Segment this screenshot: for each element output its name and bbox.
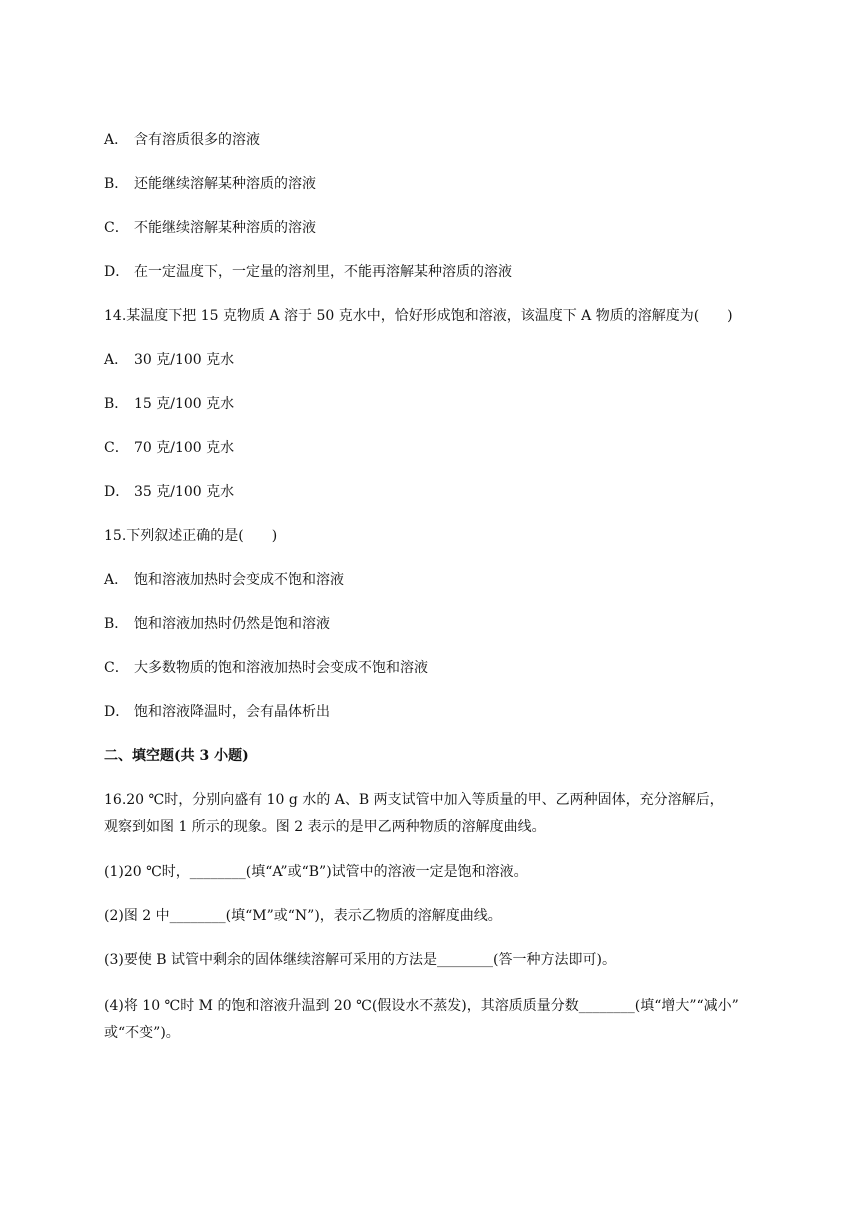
option-label: D． — [104, 264, 130, 280]
option-label: C． — [104, 220, 129, 236]
option-text: 在一定温度下，一定量的溶剂里，不能再溶解某种溶质的溶液 — [134, 264, 512, 280]
option-text: 含有溶质很多的溶液 — [134, 132, 260, 148]
option-text: 饱和溶液加热时仍然是饱和溶液 — [134, 616, 330, 632]
option-label: A． — [104, 352, 129, 368]
option-text: 35 克/100 克水 — [134, 484, 235, 500]
q15-stem: 15.下列叙述正确的是( ) — [104, 528, 278, 544]
option-text: 70 克/100 克水 — [134, 440, 235, 456]
q13-option-d — [104, 262, 512, 282]
option-label: C． — [104, 660, 129, 676]
q16-sub3: (3)要使 B 试管中剩余的固体继续溶解可采用的方法是________(答一种方法即可)。 — [104, 952, 616, 968]
q15-option-a — [104, 570, 344, 590]
option-text: 还能继续溶解某种溶质的溶液 — [134, 176, 316, 192]
q14-option-d — [104, 482, 234, 502]
q16-sub2: (2)图 2 中________(填“M”或“N”)，表示乙物质的溶解度曲线。 — [104, 908, 502, 924]
option-label: D． — [104, 704, 130, 720]
option-label: C． — [104, 440, 129, 456]
option-label: A． — [104, 132, 129, 148]
option-text: 不能继续溶解某种溶质的溶液 — [134, 220, 316, 236]
option-text: 30 克/100 克水 — [134, 352, 235, 368]
q16-sub1: (1)20 ℃时，________(填“A”或“B”)试管中的溶液一定是饱和溶液。 — [104, 864, 528, 880]
q15-option-d — [104, 702, 330, 722]
q14-option-c — [104, 438, 234, 458]
option-text: 大多数物质的饱和溶液加热时会变成不饱和溶液 — [134, 660, 428, 676]
section-heading: 二、填空题(共 3 小题) — [104, 748, 249, 764]
option-label: A． — [104, 572, 129, 588]
q16-stem-line2: 观察到如图 1 所示的现象。图 2 表示的是甲乙两种物质的溶解度曲线。 — [104, 819, 546, 835]
q14-option-b — [104, 394, 234, 414]
q16-sub4-line2: 或“不变”)。 — [104, 1025, 180, 1041]
q16-sub4-line1: (4)将 10 ℃时 M 的饱和溶液升温到 20 ℃(假设水不蒸发)，其溶质质量分数________(填“增大”“减小” — [104, 998, 739, 1014]
option-label: B． — [104, 176, 129, 192]
q13-option-b — [104, 174, 316, 194]
option-text: 饱和溶液加热时会变成不饱和溶液 — [134, 572, 344, 588]
option-label: D． — [104, 484, 130, 500]
option-text: 15 克/100 克水 — [134, 396, 235, 412]
option-label: B． — [104, 396, 129, 412]
q13-option-a — [104, 130, 260, 150]
q15-option-c — [104, 658, 428, 678]
q16-stem-line1: 16.20 ℃时，分别向盛有 10 g 水的 A、B 两支试管中加入等质量的甲、乙两种固体，充分溶解后， — [104, 792, 724, 808]
q14-stem: 14.某温度下把 15 克物质 A 溶于 50 克水中，恰好形成饱和溶液，该温度下 A 物质的溶解度为( ) — [104, 308, 733, 324]
q15-option-b — [104, 614, 330, 634]
q13-option-c — [104, 218, 316, 238]
q14-option-a — [104, 350, 234, 370]
option-label: B． — [104, 616, 129, 632]
option-text: 饱和溶液降温时，会有晶体析出 — [134, 704, 330, 720]
